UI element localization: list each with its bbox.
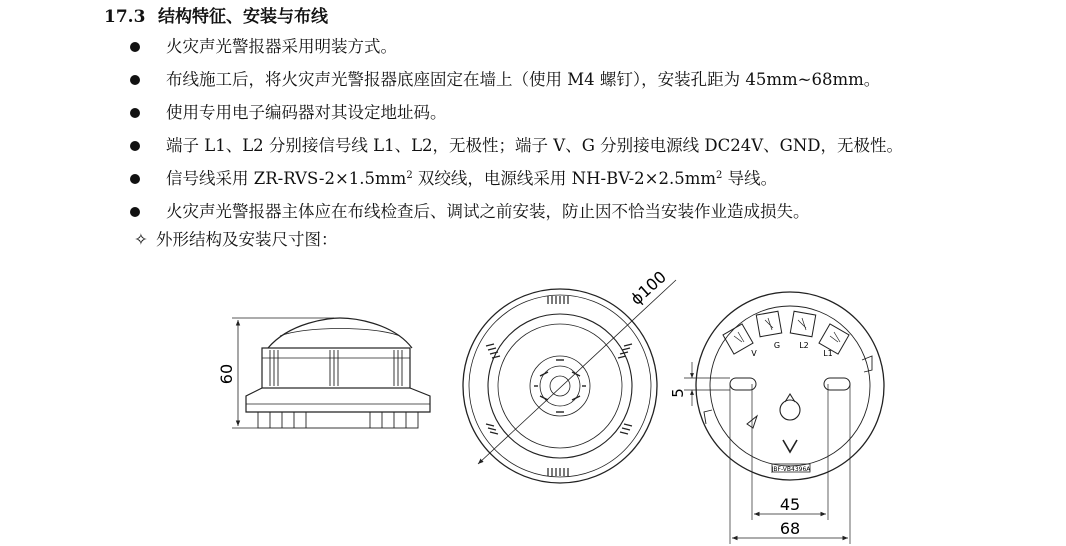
side-view — [232, 318, 430, 428]
diamond-icon: ✧ — [134, 230, 148, 249]
height-dimension: 60 — [217, 363, 236, 385]
top-view — [463, 280, 676, 483]
terminal-label-g: G — [773, 341, 781, 350]
section-title: 结构特征、安装与布线 — [158, 7, 328, 27]
terminal-label-l1: L1 — [823, 349, 833, 358]
bullet-text: 火灾声光警报器采用明装方式。 — [166, 37, 397, 56]
hole-spacing-max-dimension: 68 — [779, 519, 801, 538]
section-number: 17.3 — [104, 7, 146, 27]
bullet-text: 火灾声光警报器主体应在布线检查后、调试之前安装，防止因不恰当安装作业造成损失。 — [166, 202, 810, 221]
diameter-dimension: ϕ100 — [626, 267, 670, 309]
bullet-text: 端子 L1、L2 分别接信号线 L1、L2，无极性；端子 V、G 分别接电源线 DC24V、GND，无极性。 — [166, 136, 903, 155]
hole-spacing-min-dimension: 45 — [779, 495, 801, 514]
terminal-label-v: V — [751, 349, 757, 358]
base-marking: JBF-VB4396A — [771, 466, 811, 473]
terminal-label-l2: L2 — [799, 341, 809, 350]
bullet-text: 布线施工后，将火灾声光警报器底座固定在墙上（使用 M4 螺钉），安装孔距为 45mm~68mm。 — [166, 70, 881, 89]
bullet-text: 使用专用电子编码器对其设定地址码。 — [166, 103, 447, 122]
slot-width-dimension: 5 — [669, 388, 687, 398]
caption-text: 外形结构及安装尺寸图： — [156, 230, 338, 249]
bullet-text: 信号线采用 $ZR-RVS-2\times 1.5mm^2$ 双绞线，电源线采用 $NH-BV-2\times 2.5mm^2$ 导线。 — [166, 169, 778, 188]
